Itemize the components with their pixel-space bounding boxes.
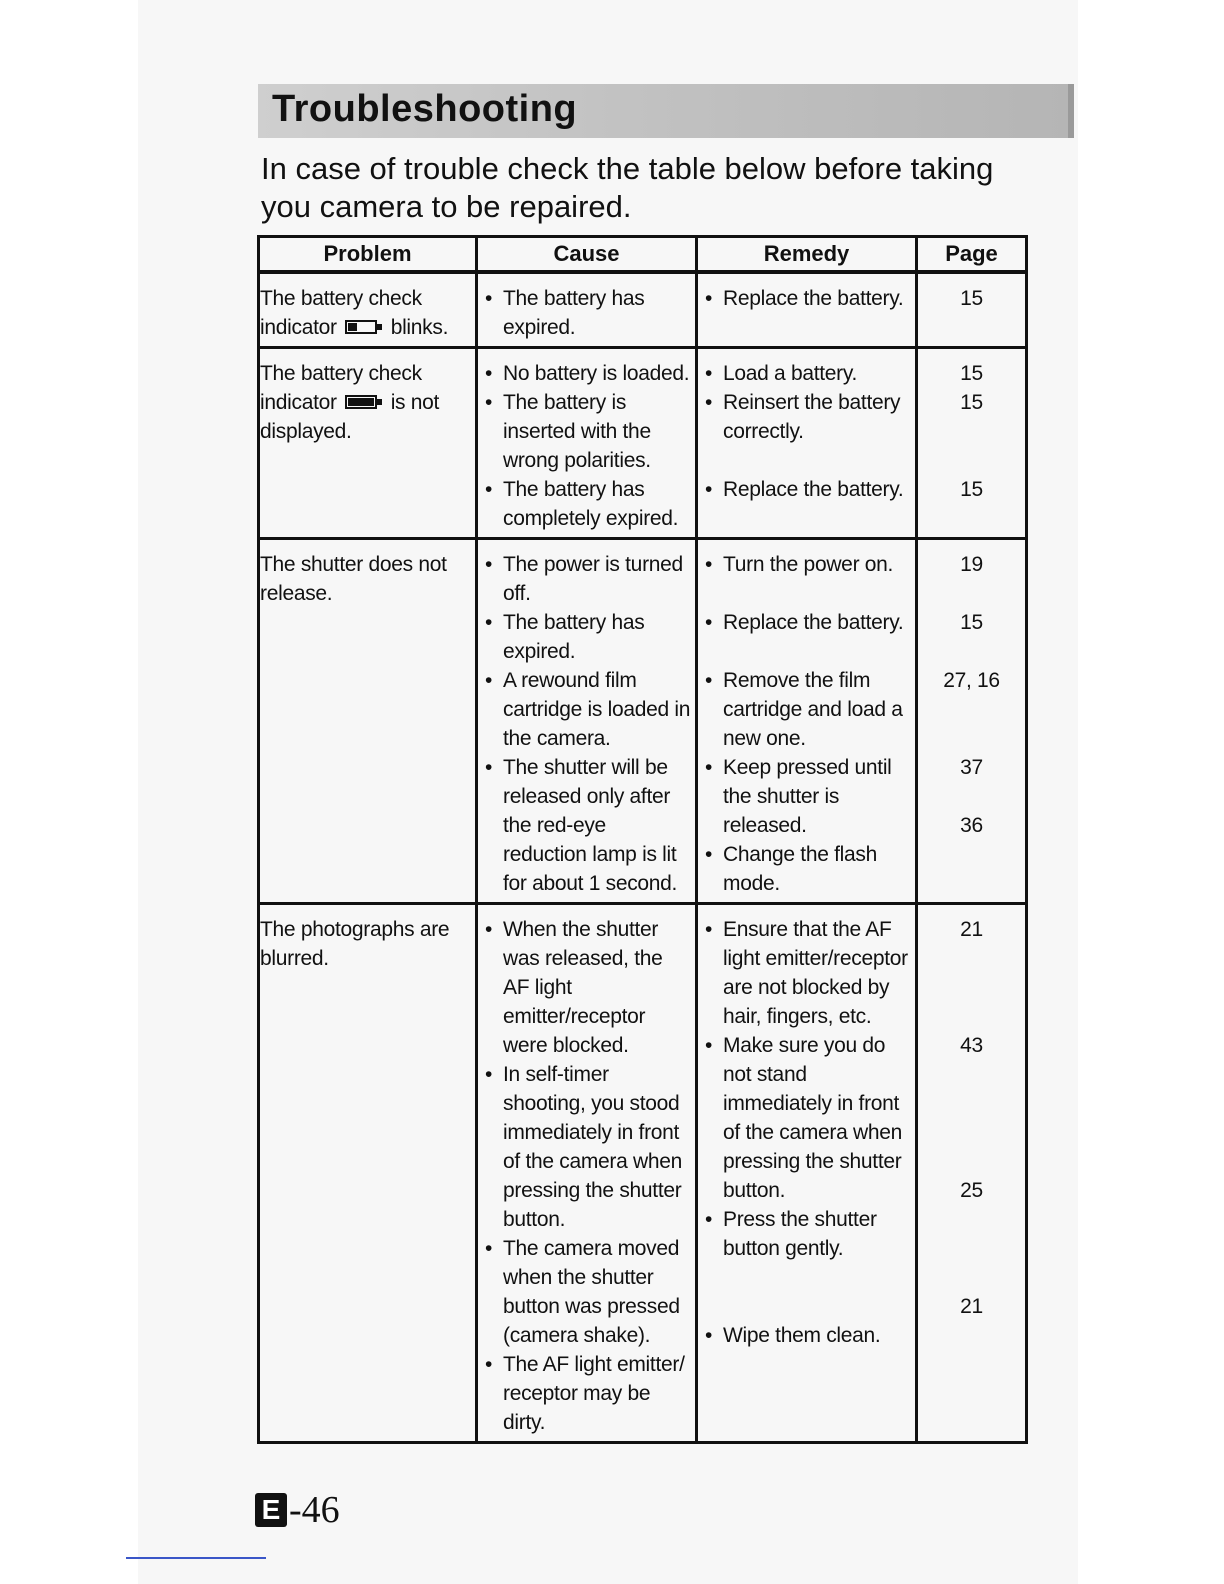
problem-text: The battery check indicator	[260, 362, 422, 414]
bullet: •	[485, 669, 493, 692]
list-item	[478, 666, 695, 753]
cause-text: The camera moved when the shutter button was pressed (camera shake).	[503, 1237, 680, 1347]
remedy-text: Make sure you do not stand immediately in front of the camera when pressing the shutter button.	[723, 1034, 903, 1202]
problem-cell	[259, 348, 477, 539]
list-item	[478, 1060, 695, 1234]
bullet: •	[705, 611, 713, 634]
problem-text: blinks.	[390, 316, 449, 339]
cause-cell	[477, 348, 697, 539]
remedy-text: Press the shutter button gently.	[723, 1208, 877, 1260]
cause-text: The shutter will be released only after the red-eye reduction lamp is lit for about 1 second.	[503, 756, 678, 895]
list-item	[478, 388, 695, 475]
bullet: •	[485, 756, 493, 779]
bullet: •	[485, 391, 493, 414]
column-header: Problem	[259, 237, 477, 273]
remedy-text: Reinsert the battery correctly.	[723, 391, 901, 443]
list-item	[478, 359, 695, 388]
cause-text: The power is turned off.	[503, 553, 683, 605]
list-item	[698, 915, 915, 1031]
column-header: Page	[917, 237, 1027, 273]
column-header: Cause	[477, 237, 697, 273]
list-item	[698, 666, 915, 753]
bullet: •	[485, 1063, 493, 1086]
cause-text: The battery is inserted with the wrong polarities.	[503, 391, 651, 472]
bullet: •	[705, 918, 713, 941]
page-number: 21	[960, 918, 983, 941]
list-item	[478, 475, 695, 533]
section-letter-badge: E	[255, 1493, 287, 1527]
remedy-text: Wipe them clean.	[723, 1324, 881, 1347]
page-cell	[917, 539, 1027, 904]
remedy-text: Ensure that the AF light emitter/receptor are not blocked by hair, fingers, etc.	[723, 918, 908, 1028]
cause-text: The battery has expired.	[503, 611, 645, 663]
list-item	[478, 1234, 695, 1350]
remedy-cell	[697, 904, 917, 1443]
remedy-text: Replace the battery.	[723, 611, 904, 634]
cause-cell	[477, 539, 697, 904]
bullet: •	[705, 1208, 713, 1231]
list-item	[698, 1321, 915, 1350]
remedy-cell	[697, 272, 917, 348]
bullet: •	[485, 918, 493, 941]
page-number: 21	[960, 1295, 983, 1318]
page-number: 43	[960, 1034, 983, 1057]
list-item	[698, 284, 915, 313]
bullet: •	[485, 362, 493, 385]
cause-text: The AF light emitter/ receptor may be dirty.	[503, 1353, 685, 1434]
intro-text: In case of trouble check the table below before taking you camera to be repaired.	[261, 151, 994, 224]
table-row	[259, 348, 1027, 539]
page-number: 15	[960, 611, 983, 634]
remedy-text: Change the flash mode.	[723, 843, 877, 895]
problem-cell	[259, 272, 477, 348]
table-row	[259, 539, 1027, 904]
cause-cell	[477, 904, 697, 1443]
cause-text: A rewound film cartridge is loaded in the camera.	[503, 669, 691, 750]
title-bar	[258, 84, 1074, 138]
bullet: •	[485, 287, 493, 310]
cause-cell	[477, 272, 697, 348]
bullet: •	[705, 391, 713, 414]
bullet: •	[705, 843, 713, 866]
list-item	[478, 753, 695, 898]
list-item	[698, 475, 915, 504]
remedy-text: Turn the power on.	[723, 553, 894, 576]
cause-text: No battery is loaded.	[503, 362, 690, 385]
bullet: •	[705, 756, 713, 779]
page-number: 36	[960, 814, 983, 837]
remedy-text: Replace the battery.	[723, 478, 904, 501]
problem-text: is not displayed.	[260, 391, 440, 443]
footer-rule	[126, 1557, 266, 1559]
page-cell	[917, 348, 1027, 539]
page-number: 19	[960, 553, 983, 576]
remedy-text: Load a battery.	[723, 362, 858, 385]
table-row	[259, 272, 1027, 348]
bullet: •	[705, 1034, 713, 1057]
bullet: •	[485, 553, 493, 576]
bullet: •	[485, 1237, 493, 1260]
problem-text: The photographs are blurred.	[260, 918, 450, 970]
battery-full-icon	[345, 395, 383, 409]
bullet: •	[485, 1353, 493, 1376]
list-item	[698, 753, 915, 840]
cause-text: In self-timer shooting, you stood immediately in front of the camera when pressing the shutter button.	[503, 1063, 683, 1231]
remedy-text: Remove the film cartridge and load a new one.	[723, 669, 903, 750]
list-item	[698, 359, 915, 388]
page-number: 27, 16	[943, 669, 1000, 692]
page-number: 15	[960, 287, 983, 310]
list-item	[478, 284, 695, 342]
page-title: Troubleshooting	[272, 88, 578, 130]
page-number: 37	[960, 756, 983, 779]
page-number: 15	[960, 362, 983, 385]
page-number: 15	[960, 391, 983, 414]
problem-cell	[259, 904, 477, 1443]
list-item	[698, 388, 915, 475]
bullet: •	[705, 669, 713, 692]
list-item	[478, 915, 695, 1060]
troubleshooting-table	[257, 235, 1028, 1444]
problem-text: The shutter does not release.	[260, 553, 447, 605]
bullet: •	[705, 1324, 713, 1347]
bullet: •	[705, 287, 713, 310]
list-item	[478, 1350, 695, 1437]
remedy-text: Keep pressed until the shutter is released.	[723, 756, 892, 837]
cause-text: The battery has completely expired.	[503, 478, 679, 530]
list-item	[698, 608, 915, 666]
page-number: 15	[960, 478, 983, 501]
cause-text: The battery has expired.	[503, 287, 645, 339]
bullet: •	[705, 362, 713, 385]
list-item	[698, 1205, 915, 1321]
bullet: •	[705, 478, 713, 501]
problem-text: The battery check indicator	[260, 287, 422, 339]
list-item	[698, 840, 915, 898]
table-header-row	[259, 237, 1027, 273]
bullet: •	[485, 611, 493, 634]
remedy-text: Replace the battery.	[723, 287, 904, 310]
page-cell	[917, 904, 1027, 1443]
page-number: 25	[960, 1179, 983, 1202]
remedy-cell	[697, 539, 917, 904]
page-cell	[917, 272, 1027, 348]
bullet: •	[705, 553, 713, 576]
battery-low-icon	[345, 320, 383, 334]
list-item	[698, 1031, 915, 1205]
cause-text: When the shutter was released, the AF light emitter/receptor were blocked.	[503, 918, 663, 1057]
list-item	[698, 550, 915, 608]
bullet: •	[485, 478, 493, 501]
remedy-cell	[697, 348, 917, 539]
page-footer	[255, 1488, 340, 1532]
column-header: Remedy	[697, 237, 917, 273]
list-item	[478, 550, 695, 608]
list-item	[478, 608, 695, 666]
table-row	[259, 904, 1027, 1443]
problem-cell	[259, 539, 477, 904]
page-number-label: -46	[289, 1489, 340, 1531]
